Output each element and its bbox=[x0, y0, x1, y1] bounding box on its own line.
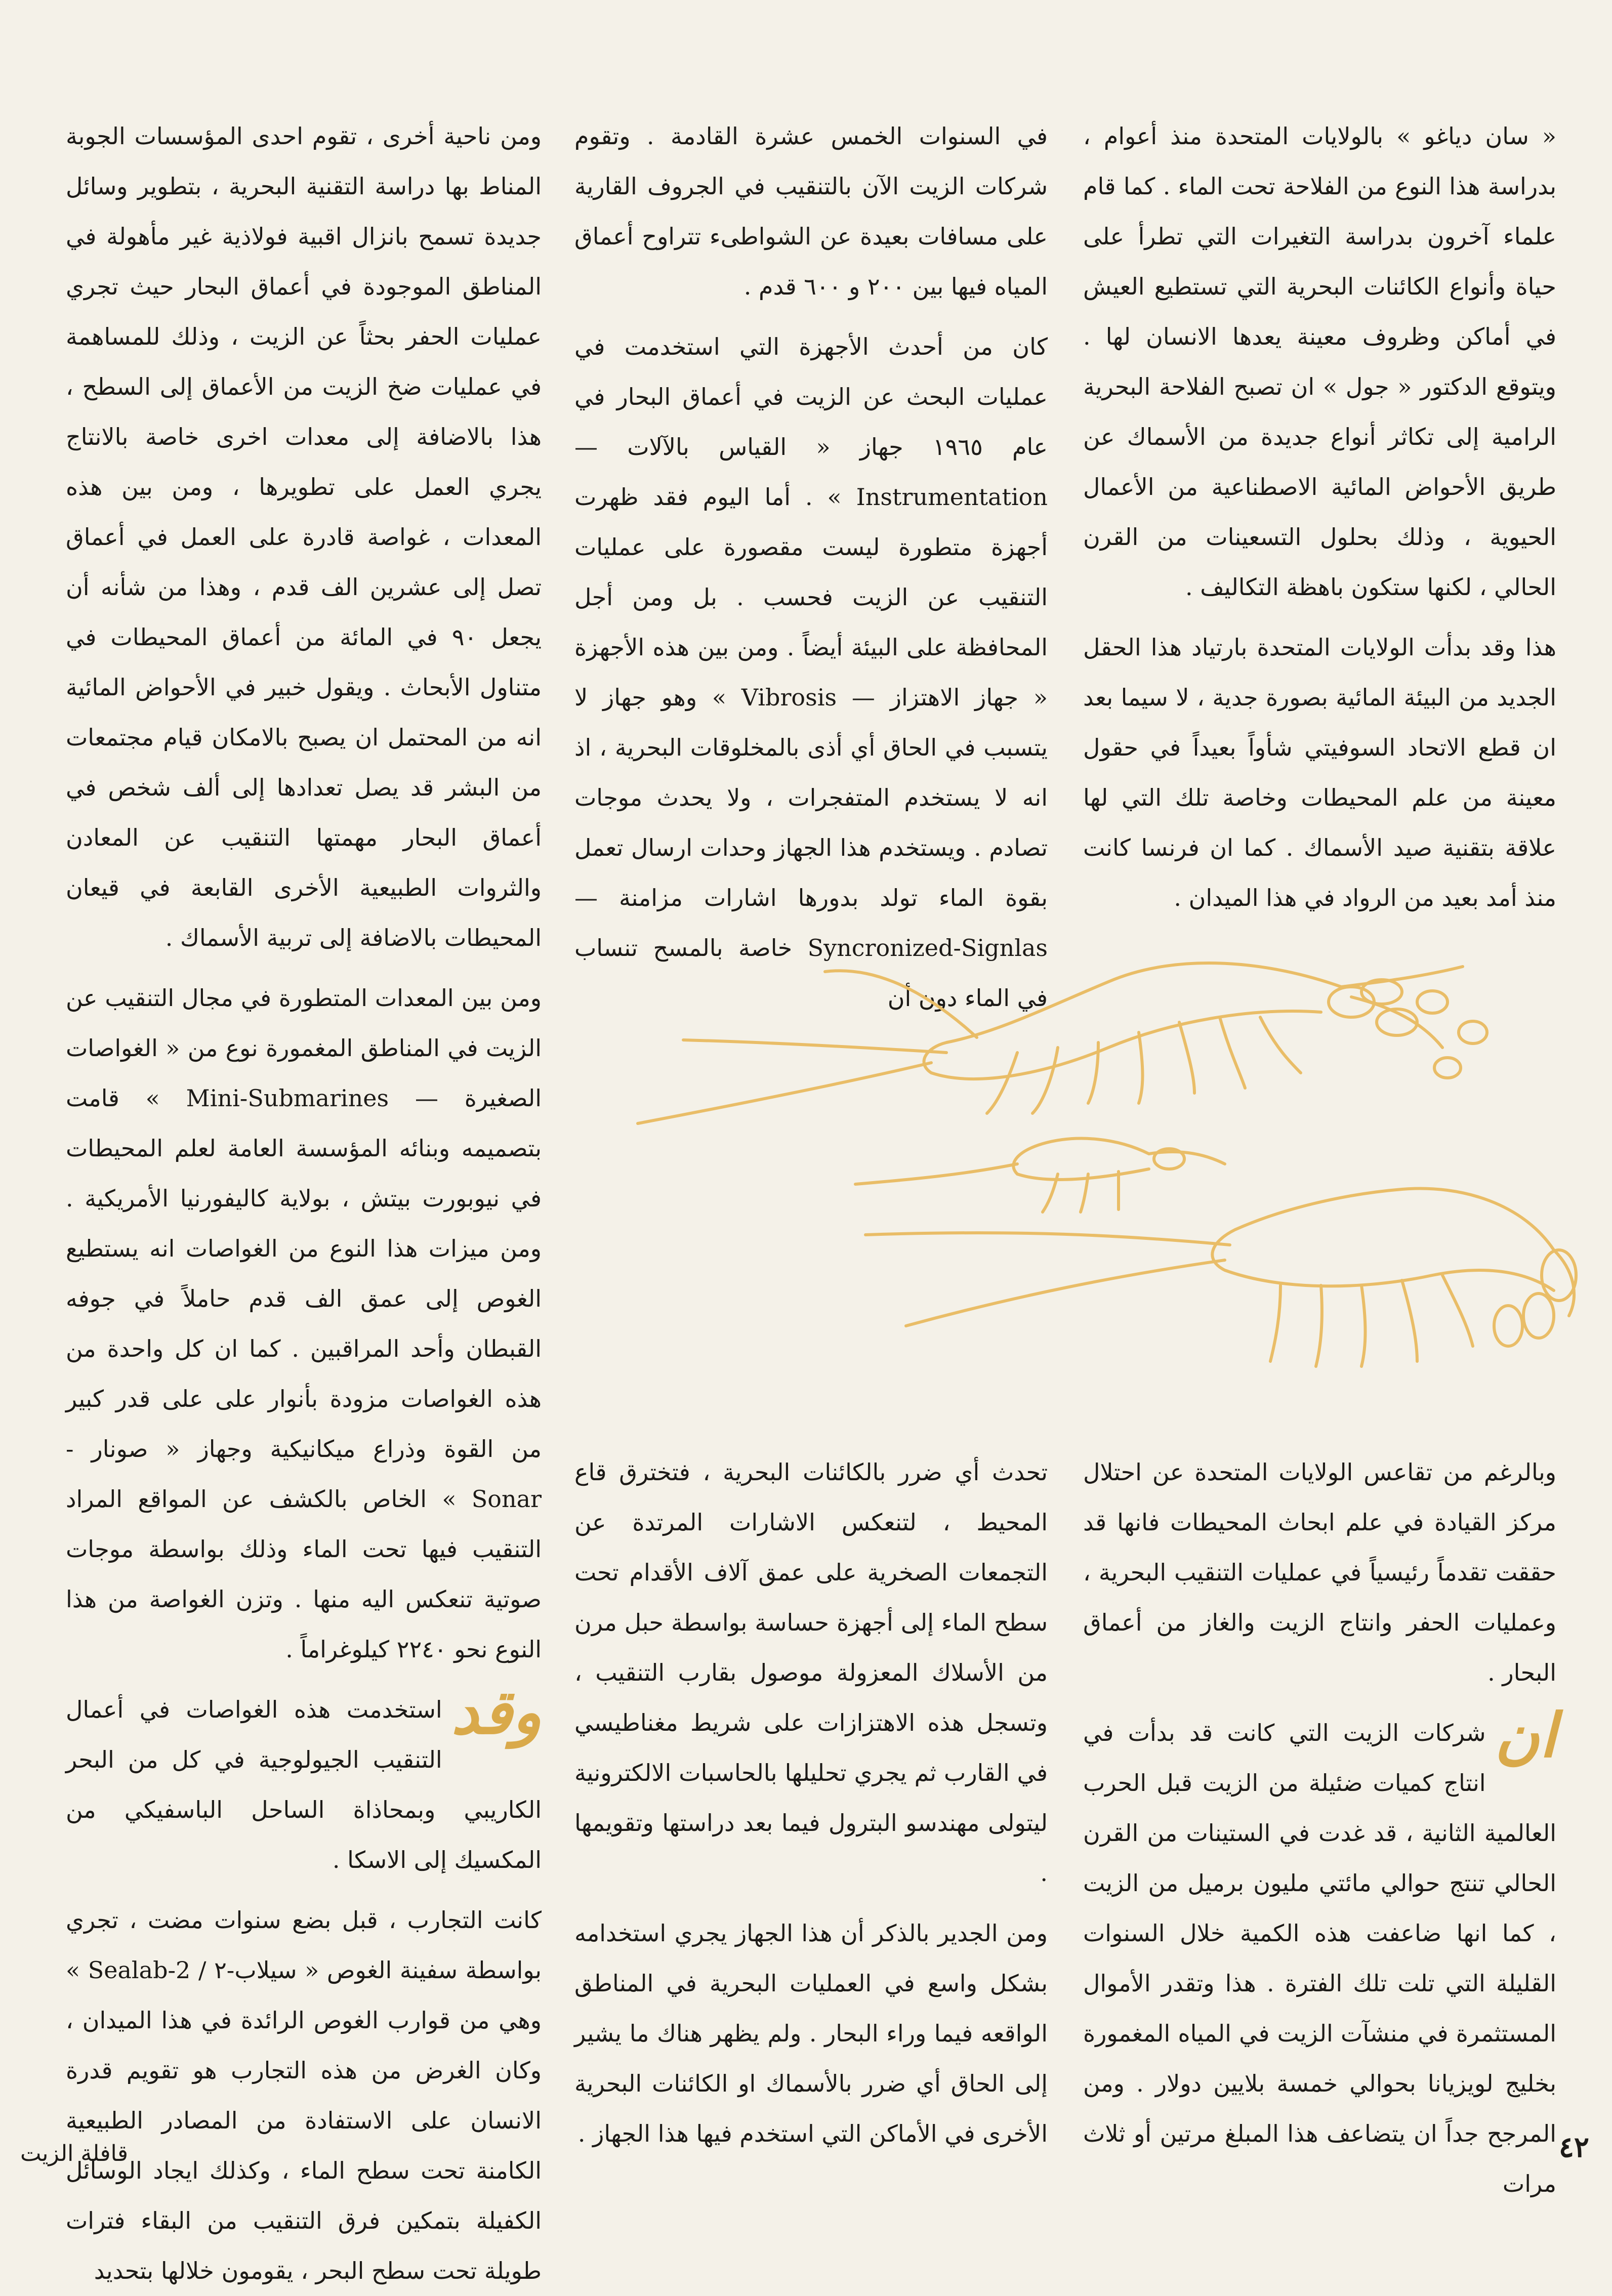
paragraph-text: شركات الزيت التي كانت قد بدأت في انتاج كميات ضئيلة من الزيت قبل الحرب العالمية الثانية ، قد غدت في الستينات من القرن الحالي تنتج حوالي مائتي مليون برميل من الزيت ، كما انها ضاعفت هذه الكمية خلال السنوات القليلة التي تلت تلك الفترة . هذا وتقدر الأموال المستثمرة في منشآت الزيت في المياه المغمورة بخليج لويزيانا بحوالي خمسة بلايين دولار . ومن المرجح جداً ان يتضاعف هذا المبلغ مرتين أو ثلاث مرات bbox=[1083, 1719, 1556, 2197]
paragraph-text: استخدمت هذه الغواصات في أعمال التنقيب الجيولوجية في كل من البحر الكاريبي وبمحاذاة الساحل الباسفيكي من المكسيك إلى الاسكا . bbox=[66, 1696, 542, 1873]
paragraph: وبالرغم من تقاعس الولايات المتحدة عن احتلال مركز القيادة في علم ابحاث المحيطات فانها قد حققت تقدماً رئيسياً في عمليات التنقيب البحرية ، وعمليات الحفر وانتاج الزيت والغاز من أعماق البحار . bbox=[1083, 1458, 1556, 1686]
paragraph: ومن الجدير بالذكر أن هذا الجهاز يجري استخدامه بشكل واسع في العمليات البحرية في المناطق الواقعه فيما وراء البحار . ولم يظهر هناك ما يشير إلى الحاق أي ضرر بالأسماك او الكائنات البحرية الأخرى في الأماكن التي استخدم فيها هذا الجهاز . bbox=[574, 1919, 1048, 2147]
paragraph-with-dropcap bbox=[66, 1677, 542, 1885]
paragraph: « سان دياغو » بالولايات المتحدة منذ أعوام ، بدراسة هذا النوع من الفلاحة تحت الماء . كما قام علماء آخرون بدراسة التغيرات التي تطرأ على حياة وأنواع الكائنات البحرية التي تستطيع العيش في أماكن وظروف معينة يعدها الانسان لها . ويتوقع الدكتور « جول » ان تصبح الفلاحة البحرية الرامية إلى تكاثر أنواع جديدة من الأسماك عن طريق الأحواض المائية الاصطناعية من الأعمال الحيوية ، وذلك بحلول التسعينات من القرن الحالي ، لكنها ستكون باهظة التكاليف . bbox=[1083, 122, 1556, 601]
article-column-right-top bbox=[1083, 111, 1556, 951]
article-column-middle-top bbox=[574, 111, 1048, 1012]
paragraph: هذا وقد بدأت الولايات المتحدة بارتياد هذا الحقل الجديد من البيئة المائية بصورة جدية ، لا سيما بعد ان قطع الاتحاد السوفيتي شأواً بعيداً في حقول معينة من علم المحيطات وخاصة تلك التي لها علاقة بتقنية صيد الأسماك . كما ان فرنسا كانت منذ أمد بعيد من الرواد في هذا الميدان . bbox=[1083, 634, 1556, 911]
paragraph: في السنوات الخمس عشرة القادمة . وتقوم شركات الزيت الآن بالتنقيب في الجروف القارية على مسافات بعيدة عن الشواطىء تتراوح أعماق المياه فيها بين ٢٠٠ و ٦٠٠ قدم . bbox=[574, 122, 1048, 300]
article-column-middle-bottom bbox=[574, 1447, 1048, 2146]
paragraph: تحدث أي ضرر بالكائنات البحرية ، فتخترق قاع المحيط ، لتنعكس الاشارات المرتدة عن التجمعات الصخرية على عمق آلاف الأقدام تحت سطح الماء إلى أجهزة حساسة بواسطة حبل مرن من الأسلاك المعزولة موصول بقارب التنقيب ، وتسجل هذه الاهتزازات على شريط مغناطيسي في القارب ثم يجري تحليلها بالحاسبات الالكترونية ليتولى مهندسو البترول فيما بعد دراستها وتقويمها . bbox=[574, 1458, 1048, 1887]
article-column-right-bottom bbox=[1083, 1447, 1556, 2197]
paragraph-with-dropcap bbox=[1083, 1700, 1556, 2209]
footer-page-number: ٤٢ bbox=[1558, 2131, 1589, 2164]
paragraph: كان من أحدث الأجهزة التي استخدمت في عمليات البحث عن الزيت في أعماق البحار في عام ١٩٦٥ جهاز « القياس بالآلات — Instrumentation » . أما اليوم فقد ظهرت أجهزة متطورة ليست مقصورة على عمليات التنقيب عن الزيت فحسب . بل ومن أجل المحافظة على البيئة أيضاً . ومن بين هذه الأجهزة « جهاز الاهتزاز — Vibrosis » وهو جهاز لا يتسبب في الحاق أي أذى بالمخلوقات البحرية ، اذ انه لا يستخدم المتفجرات ، ولا يحدث موجات تصادم . ويستخدم هذا الجهاز وحدات ارسال تعمل بقوة الماء تولد بدورها اشارات مزامنة — Syncronized-Signlas خاصة بالمسح تنساب في الماء دون أن bbox=[574, 333, 1048, 1012]
shrimp-body-small bbox=[1013, 1139, 1149, 1180]
paragraph: كانت التجارب ، قبل بضع سنوات مضت ، تجري بواسطة سفينة الغوص « سيلاب-٢ / Sealab-2 » وهي من قوارب الغوص الرائدة في هذا الميدان ، وكان الغرض من هذه التجارب هو تقويم قدرة الانسان على الاستفادة من المصادر الطبيعية الكامنة تحت سطح الماء ، وكذلك ايجاد الوسائل الكفيلة بتمكين فرق التنقيب من البقاء فترات طويلة تحت سطح البحر ، يقومون خلالها بتحديد bbox=[66, 1906, 542, 2284]
shrimp-body-lower bbox=[1212, 1189, 1554, 1291]
paragraph: ومن بين المعدات المتطورة في مجال التنقيب عن الزيت في المناطق المغمورة نوع من « الغواصات الصغيرة — Mini-Submarines » قامت بتصميمه وبنائه المؤسسة العامة لعلم المحيطات في نيوبورت بيتش ، بولاية كاليفورنيا الأمريكية . ومن ميزات هذا النوع من الغواصات انه يستطيع الغوص إلى عمق الف قدم حاملاً في جوفه القبطان وأحد المراقبين . كما ان كل واحدة من هذه الغواصات مزودة بأنوار على على قدر كبير من القوة وذراع ميكانيكية وجهاز « صونار - Sonar » الخاص بالكشف عن المواقع المراد التنقيب فيها تحت الماء وذلك بواسطة موجات صوتية تنعكس اليه منها . وتزن الغواصة من هذا النوع نحو ٢٢٤٠ كيلوغراماً . bbox=[66, 984, 542, 1663]
shrimp-illustration bbox=[562, 921, 1584, 1437]
dropcap-wa: وقد bbox=[451, 1677, 542, 1748]
dropcap-an: ان bbox=[1495, 1700, 1556, 1771]
paragraph: ومن ناحية أخرى ، تقوم احدى المؤسسات الجوبة المناط بها دراسة التقنية البحرية ، بتطوير وسائل جديدة تسمح بانزال اقبية فولاذية غير مأهولة في المناطق الموجودة في أعماق البحار حيث تجري عمليات الحفر بحثاً عن الزيت ، وذلك للمساهمة في عمليات ضخ الزيت من الأعماق إلى السطح ، هذا بالاضافة إلى معدات اخرى خاصة بالانتاج يجري العمل على تطويرها ، ومن بين هذه المعدات ، غواصة قادرة على العمل في أعماق تصل إلى عشرين الف قدم ، وهذا من شأنه أن يجعل ٩٠ في المائة من أعماق المحيطات في متناول الأبحاث . ويقول خبير في الأحواض المائية انه من المحتمل ان يصبح بالامكان قيام مجتمعات من البشر قد يصل تعدادها إلى ألف شخص في أعماق البحار مهمتها التنقيب عن المعادن والثروات الطبيعية الأخرى القابعة في قيعان المحيطات بالاضافة إلى تربية الأسماك . bbox=[66, 122, 542, 951]
footer-magazine-title: قافلة الزيت bbox=[20, 2141, 128, 2166]
shrimp-body-upper bbox=[924, 963, 1341, 1079]
